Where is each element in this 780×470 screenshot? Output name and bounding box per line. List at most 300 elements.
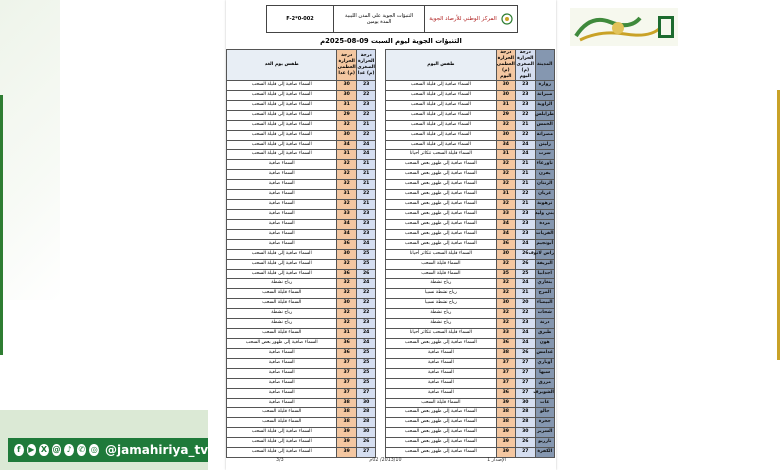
max-today-cell: 37 xyxy=(496,358,515,368)
max-tomorrow-cell: 29 xyxy=(337,110,356,120)
wx-tomorrow-cell: السماء صافية إلى قليلة السحب xyxy=(227,130,337,140)
youtube-icon[interactable]: ▶ xyxy=(28,445,35,454)
table-row xyxy=(227,388,555,398)
city-cell: غدامس xyxy=(535,348,554,358)
table-row xyxy=(227,338,555,348)
col-gap xyxy=(376,438,386,448)
col-gap xyxy=(376,249,386,259)
city-cell: زليتن xyxy=(535,140,554,150)
wx-today-cell: السماء صافية إلى قليلة السحب xyxy=(386,81,496,91)
wx-tomorrow-cell: السماء صافية إلى قليلة السحب xyxy=(227,249,337,259)
col-gap xyxy=(376,289,386,299)
min-tomorrow-cell: 27 xyxy=(356,388,375,398)
city-cell: الزنتان xyxy=(535,180,554,190)
max-tomorrow-cell: 30 xyxy=(337,299,356,309)
min-today-cell: 21 xyxy=(516,289,535,299)
wx-tomorrow-cell: رياح نشطة xyxy=(227,309,337,319)
table-row xyxy=(227,190,555,200)
table-row xyxy=(227,309,555,319)
min-today-cell: 23 xyxy=(516,100,535,110)
max-today-cell: 38 xyxy=(496,348,515,358)
col-header-wx-today: طقس اليوم xyxy=(386,50,496,81)
x-icon[interactable]: X xyxy=(40,445,48,454)
min-tomorrow-cell: 25 xyxy=(356,259,375,269)
max-today-cell: 36 xyxy=(496,239,515,249)
wx-today-cell: رياح نشطة xyxy=(386,309,496,319)
wx-today-cell: السماء صافية إلى ظهور بعض السحب xyxy=(386,200,496,210)
city-cell: صبراتة xyxy=(535,90,554,100)
footer-issue: الإصدار 1 xyxy=(487,458,506,463)
min-today-cell: 20 xyxy=(516,299,535,309)
col-gap xyxy=(376,329,386,339)
min-today-cell: 27 xyxy=(516,448,535,458)
min-today-cell: 21 xyxy=(516,170,535,180)
max-tomorrow-cell: 39 xyxy=(337,448,356,458)
wx-tomorrow-cell: السماء قليلة السحب xyxy=(227,299,337,309)
wx-today-cell: السماء قليلة السحب تتكاثر أحيانا xyxy=(386,329,496,339)
min-today-cell: 24 xyxy=(516,150,535,160)
min-today-cell: 22 xyxy=(516,309,535,319)
tiktok-icon[interactable]: ♪ xyxy=(64,444,74,456)
city-cell: اجدابيا xyxy=(535,269,554,279)
min-tomorrow-cell: 23 xyxy=(356,219,375,229)
max-today-cell: 39 xyxy=(496,438,515,448)
max-tomorrow-cell: 36 xyxy=(337,239,356,249)
wx-tomorrow-cell: السماء قليلة السحب xyxy=(227,329,337,339)
min-tomorrow-cell: 25 xyxy=(356,348,375,358)
table-row xyxy=(227,239,555,249)
col-gap xyxy=(376,170,386,180)
col-gap xyxy=(376,219,386,229)
min-tomorrow-cell: 30 xyxy=(356,428,375,438)
wx-today-cell: السماء قليلة السحب xyxy=(386,398,496,408)
max-today-cell: 36 xyxy=(496,388,515,398)
table-row xyxy=(227,358,555,368)
city-cell: يفرن xyxy=(535,170,554,180)
max-tomorrow-cell: 38 xyxy=(337,418,356,428)
max-today-cell: 31 xyxy=(496,150,515,160)
col-gap xyxy=(376,190,386,200)
col-header-max-today: درجة الحرارة العظمى (م) اليوم xyxy=(496,50,515,79)
max-today-cell: 34 xyxy=(496,219,515,229)
wx-tomorrow-cell: السماء قليلة السحب xyxy=(227,408,337,418)
doc-code: F-2*0-002 xyxy=(286,16,314,22)
wx-today-cell: السماء صافية xyxy=(386,358,496,368)
col-gap xyxy=(376,259,386,269)
min-tomorrow-cell: 23 xyxy=(356,319,375,329)
max-today-cell: 32 xyxy=(496,120,515,130)
city-cell: هون xyxy=(535,338,554,348)
col-gap xyxy=(376,130,386,140)
max-today-cell: 29 xyxy=(496,110,515,120)
min-today-cell: 26 xyxy=(516,348,535,358)
max-today-cell: 38 xyxy=(496,408,515,418)
min-tomorrow-cell: 25 xyxy=(356,358,375,368)
min-today-cell: 23 xyxy=(516,209,535,219)
city-cell: تاورغاء xyxy=(535,160,554,170)
wx-today-cell: السماء صافية إلى قليلة السحب xyxy=(386,140,496,150)
wx-today-cell: السماء صافية إلى قليلة السحب xyxy=(386,110,496,120)
social-strip xyxy=(8,438,208,462)
wx-today-cell: السماء قليلة السحب xyxy=(386,259,496,269)
col-gap xyxy=(376,140,386,150)
org-cell xyxy=(424,6,517,32)
max-today-cell: 32 xyxy=(496,200,515,210)
wx-today-cell: رياح نشطة xyxy=(386,319,496,329)
col-gap xyxy=(376,348,386,358)
table-row xyxy=(227,110,555,120)
forecast-sheet xyxy=(226,0,556,470)
wx-today-cell: رياح نشطة xyxy=(386,279,496,289)
table-row xyxy=(227,249,555,259)
min-today-cell: 23 xyxy=(516,90,535,100)
max-today-cell: 30 xyxy=(496,90,515,100)
col-gap xyxy=(376,229,386,239)
wx-tomorrow-cell: السماء صافية xyxy=(227,200,337,210)
col-gap xyxy=(376,209,386,219)
city-cell: الشويرف xyxy=(535,388,554,398)
max-tomorrow-cell: 37 xyxy=(337,378,356,388)
min-tomorrow-cell: 28 xyxy=(356,408,375,418)
max-tomorrow-cell: 31 xyxy=(337,190,356,200)
table-row xyxy=(227,150,555,160)
wx-today-cell: السماء صافية إلى ظهور بعض السحب xyxy=(386,438,496,448)
max-tomorrow-cell: 30 xyxy=(337,90,356,100)
max-today-cell: 36 xyxy=(496,338,515,348)
col-gap xyxy=(376,428,386,438)
max-today-cell: 39 xyxy=(496,448,515,458)
min-tomorrow-cell: 23 xyxy=(356,100,375,110)
table-row xyxy=(227,279,555,289)
max-today-cell: 34 xyxy=(496,229,515,239)
min-today-cell: 24 xyxy=(516,338,535,348)
max-tomorrow-cell: 32 xyxy=(337,170,356,180)
col-gap xyxy=(376,160,386,170)
min-tomorrow-cell: 22 xyxy=(356,299,375,309)
min-today-cell: 24 xyxy=(516,239,535,249)
city-cell: درنة xyxy=(535,319,554,329)
table-row xyxy=(227,209,555,219)
max-tomorrow-cell: 32 xyxy=(337,180,356,190)
left-decor-pattern xyxy=(0,0,60,300)
wx-tomorrow-cell: السماء صافية xyxy=(227,219,337,229)
table-row xyxy=(227,438,555,448)
wx-today-cell: السماء صافية xyxy=(386,378,496,388)
max-tomorrow-cell: 33 xyxy=(337,209,356,219)
city-cell: طرابلس xyxy=(535,110,554,120)
min-tomorrow-cell: 24 xyxy=(356,279,375,289)
col-header-min-today: درجة الحرارة الصغرى (م) اليوم xyxy=(516,50,535,79)
table-row xyxy=(227,120,555,130)
col-gap xyxy=(376,150,386,160)
wx-today-cell: السماء صافية إلى قليلة السحب xyxy=(386,100,496,110)
city-cell: مرزق xyxy=(535,378,554,388)
city-cell: ترهونة xyxy=(535,200,554,210)
city-cell: زوارة xyxy=(535,81,554,91)
city-cell: البيضاء xyxy=(535,299,554,309)
wx-tomorrow-cell: السماء صافية xyxy=(227,170,337,180)
min-today-cell: 22 xyxy=(516,190,535,200)
col-gap xyxy=(376,408,386,418)
wx-today-cell: السماء قليلة السحب xyxy=(386,269,496,279)
wx-tomorrow-cell: السماء صافية xyxy=(227,239,337,249)
table-row xyxy=(227,398,555,408)
threads-icon[interactable]: @ xyxy=(52,445,61,454)
min-today-cell: 22 xyxy=(516,130,535,140)
wx-tomorrow-cell: السماء صافية xyxy=(227,368,337,378)
city-cell: غريان xyxy=(535,190,554,200)
max-tomorrow-cell: 36 xyxy=(337,348,356,358)
min-tomorrow-cell: 21 xyxy=(356,160,375,170)
min-tomorrow-cell: 24 xyxy=(356,239,375,249)
max-today-cell: 30 xyxy=(496,299,515,309)
wx-tomorrow-cell: السماء صافية xyxy=(227,388,337,398)
min-tomorrow-cell: 25 xyxy=(356,378,375,388)
col-gap xyxy=(376,50,386,81)
min-tomorrow-cell: 25 xyxy=(356,249,375,259)
wx-today-cell: السماء صافية xyxy=(386,348,496,358)
ncm-logo-icon xyxy=(501,13,513,25)
wx-tomorrow-cell: السماء صافية xyxy=(227,378,337,388)
max-today-cell: 32 xyxy=(496,180,515,190)
wx-today-cell: السماء صافية xyxy=(386,388,496,398)
table-row xyxy=(227,289,555,299)
min-tomorrow-cell: 25 xyxy=(356,368,375,378)
col-gap xyxy=(376,418,386,428)
forecast-table xyxy=(226,49,555,458)
city-cell: البريقة xyxy=(535,259,554,269)
wx-tomorrow-cell: السماء صافية xyxy=(227,160,337,170)
whatsapp-icon[interactable]: ✆ xyxy=(78,445,86,454)
doc-title: التنبؤات الجوية على المدن الليبية xyxy=(345,13,413,19)
document-header xyxy=(266,5,518,33)
city-cell: شحات xyxy=(535,309,554,319)
col-gap xyxy=(376,100,386,110)
col-gap xyxy=(376,309,386,319)
wx-today-cell: السماء صافية إلى ظهور بعض السحب xyxy=(386,338,496,348)
min-today-cell: 27 xyxy=(516,368,535,378)
city-cell: الخمس xyxy=(535,120,554,130)
col-gap xyxy=(376,338,386,348)
max-tomorrow-cell: 32 xyxy=(337,319,356,329)
col-header-min-tomorrow: درجة الحرارة الصغرى (م) غدا xyxy=(356,50,375,81)
social-handle[interactable]: @jamahiriya_tv xyxy=(105,443,209,457)
max-today-cell: 32 xyxy=(496,309,515,319)
max-today-cell: 34 xyxy=(496,140,515,150)
footer-page: 3/3 xyxy=(276,458,284,463)
min-tomorrow-cell: 22 xyxy=(356,110,375,120)
city-cell: مصراتة xyxy=(535,130,554,140)
wx-today-cell: السماء صافية إلى ظهور بعض السحب xyxy=(386,160,496,170)
wx-today-cell: السماء قليلة السحب تتكاثر أحيانا xyxy=(386,249,496,259)
col-header-city: المدينة xyxy=(535,50,554,81)
min-tomorrow-cell: 23 xyxy=(356,229,375,239)
wx-today-cell: السماء صافية إلى ظهور بعض السحب xyxy=(386,170,496,180)
forecast-title: التنبؤات الجوية ليوم السبت 09-08-2025م xyxy=(320,37,462,45)
min-tomorrow-cell: 22 xyxy=(356,309,375,319)
max-today-cell: 32 xyxy=(496,170,515,180)
max-tomorrow-cell: 39 xyxy=(337,438,356,448)
wx-tomorrow-cell: السماء صافية إلى قليلة السحب xyxy=(227,269,337,279)
min-today-cell: 21 xyxy=(516,160,535,170)
wx-today-cell: السماء صافية إلى ظهور بعض السحب xyxy=(386,239,496,249)
max-today-cell: 37 xyxy=(496,368,515,378)
max-tomorrow-cell: 32 xyxy=(337,120,356,130)
min-tomorrow-cell: 21 xyxy=(356,120,375,130)
city-cell: راس لانوف xyxy=(535,249,554,259)
max-tomorrow-cell: 30 xyxy=(337,249,356,259)
col-gap xyxy=(376,279,386,289)
max-today-cell: 30 xyxy=(496,81,515,91)
table-row xyxy=(227,180,555,190)
city-cell: طبرق xyxy=(535,329,554,339)
footer-date: 2013/10/ 02م xyxy=(369,458,402,463)
wx-tomorrow-cell: السماء صافية إلى ظهور بعض السحب xyxy=(227,338,337,348)
table-row xyxy=(227,269,555,279)
max-today-cell: 32 xyxy=(496,319,515,329)
col-gap xyxy=(376,180,386,190)
wx-tomorrow-cell: السماء صافية xyxy=(227,229,337,239)
wx-tomorrow-cell: السماء صافية xyxy=(227,180,337,190)
wx-tomorrow-cell: السماء صافية إلى قليلة السحب xyxy=(227,110,337,120)
city-cell: المرج xyxy=(535,289,554,299)
wx-today-cell: السماء صافية إلى ظهور بعض السحب xyxy=(386,209,496,219)
min-today-cell: 24 xyxy=(516,140,535,150)
facebook-icon[interactable]: f xyxy=(14,444,24,456)
min-tomorrow-cell: 26 xyxy=(356,269,375,279)
max-today-cell: 39 xyxy=(496,398,515,408)
col-gap xyxy=(376,358,386,368)
wx-tomorrow-cell: رياح نشطة xyxy=(227,319,337,329)
org-name: المركز الوطني للأرصاد الجوية xyxy=(429,15,497,22)
wx-tomorrow-cell: السماء صافية xyxy=(227,358,337,368)
min-tomorrow-cell: 21 xyxy=(356,180,375,190)
max-today-cell: 31 xyxy=(496,100,515,110)
city-cell: بنغازي xyxy=(535,279,554,289)
table-row xyxy=(227,348,555,358)
wx-tomorrow-cell: السماء صافية إلى قليلة السحب xyxy=(227,100,337,110)
max-tomorrow-cell: 34 xyxy=(337,229,356,239)
min-today-cell: 27 xyxy=(516,358,535,368)
table-row xyxy=(227,329,555,339)
min-tomorrow-cell: 22 xyxy=(356,90,375,100)
min-tomorrow-cell: 24 xyxy=(356,329,375,339)
max-tomorrow-cell: 36 xyxy=(337,269,356,279)
min-today-cell: 24 xyxy=(516,329,535,339)
table-row xyxy=(227,100,555,110)
max-tomorrow-cell: 30 xyxy=(337,130,356,140)
wx-today-cell: السماء صافية إلى ظهور بعض السحب xyxy=(386,448,496,458)
table-row xyxy=(227,368,555,378)
max-tomorrow-cell: 31 xyxy=(337,329,356,339)
min-tomorrow-cell: 27 xyxy=(356,448,375,458)
min-today-cell: 23 xyxy=(516,219,535,229)
min-today-cell: 27 xyxy=(516,378,535,388)
min-tomorrow-cell: 22 xyxy=(356,289,375,299)
city-cell: أوباري xyxy=(535,358,554,368)
max-today-cell: 37 xyxy=(496,378,515,388)
wx-today-cell: السماء صافية إلى قليلة السحب xyxy=(386,120,496,130)
col-gap xyxy=(376,120,386,130)
min-today-cell: 21 xyxy=(516,120,535,130)
max-tomorrow-cell: 37 xyxy=(337,388,356,398)
min-today-cell: 23 xyxy=(516,319,535,329)
left-accent-bar xyxy=(0,95,3,355)
wx-tomorrow-cell: السماء صافية إلى قليلة السحب xyxy=(227,120,337,130)
wx-today-cell: رياح نشطة نسبيا xyxy=(386,299,496,309)
table-row xyxy=(227,170,555,180)
max-tomorrow-cell: 34 xyxy=(337,219,356,229)
wx-tomorrow-cell: السماء صافية إلى قليلة السحب xyxy=(227,448,337,458)
col-gap xyxy=(376,398,386,408)
wx-tomorrow-cell: السماء صافية xyxy=(227,348,337,358)
table-row xyxy=(227,219,555,229)
min-today-cell: 30 xyxy=(516,398,535,408)
instagram-icon[interactable]: ◎ xyxy=(90,445,98,454)
col-gap xyxy=(376,110,386,120)
table-row xyxy=(227,448,555,458)
city-cell: تازربو xyxy=(535,438,554,448)
max-today-cell: 32 xyxy=(496,289,515,299)
min-tomorrow-cell: 21 xyxy=(356,170,375,180)
min-tomorrow-cell: 23 xyxy=(356,209,375,219)
table-row xyxy=(227,140,555,150)
wx-today-cell: السماء صافية إلى ظهور بعض السحب xyxy=(386,408,496,418)
city-cell: مزدة xyxy=(535,219,554,229)
wx-today-cell: السماء صافية إلى ظهور بعض السحب xyxy=(386,418,496,428)
city-cell: غات xyxy=(535,398,554,408)
wx-tomorrow-cell: السماء صافية إلى قليلة السحب xyxy=(227,140,337,150)
city-cell: جخرة xyxy=(535,418,554,428)
wx-today-cell: السماء صافية إلى ظهور بعض السحب xyxy=(386,190,496,200)
wx-tomorrow-cell: السماء صافية xyxy=(227,398,337,408)
table-row xyxy=(227,259,555,269)
min-today-cell: 30 xyxy=(516,428,535,438)
min-tomorrow-cell: 30 xyxy=(356,398,375,408)
table-row xyxy=(227,378,555,388)
max-today-cell: 32 xyxy=(496,259,515,269)
min-tomorrow-cell: 26 xyxy=(356,438,375,448)
col-gap xyxy=(376,378,386,388)
max-tomorrow-cell: 32 xyxy=(337,289,356,299)
min-tomorrow-cell: 22 xyxy=(356,130,375,140)
min-tomorrow-cell: 28 xyxy=(356,418,375,428)
wx-tomorrow-cell: السماء صافية إلى قليلة السحب xyxy=(227,150,337,160)
max-tomorrow-cell: 32 xyxy=(337,309,356,319)
city-cell: بني وليد xyxy=(535,209,554,219)
wx-tomorrow-cell: السماء صافية xyxy=(227,209,337,219)
max-today-cell: 39 xyxy=(496,428,515,438)
min-today-cell: 26 xyxy=(516,249,535,259)
min-tomorrow-cell: 21 xyxy=(356,200,375,210)
max-today-cell: 38 xyxy=(496,418,515,428)
table-row xyxy=(227,428,555,438)
city-cell: أبونجيم xyxy=(535,239,554,249)
min-today-cell: 27 xyxy=(516,388,535,398)
wx-tomorrow-cell: السماء صافية إلى قليلة السحب xyxy=(227,438,337,448)
col-gap xyxy=(376,81,386,91)
table-row xyxy=(227,81,555,91)
col-gap xyxy=(376,269,386,279)
col-gap xyxy=(376,299,386,309)
city-cell: سبها xyxy=(535,368,554,378)
min-today-cell: 22 xyxy=(516,110,535,120)
table-row xyxy=(227,319,555,329)
col-header-wx-tomorrow: طقس يوم الغد xyxy=(227,50,337,81)
min-today-cell: 26 xyxy=(516,438,535,448)
document-footer xyxy=(226,458,556,463)
table-row xyxy=(227,130,555,140)
